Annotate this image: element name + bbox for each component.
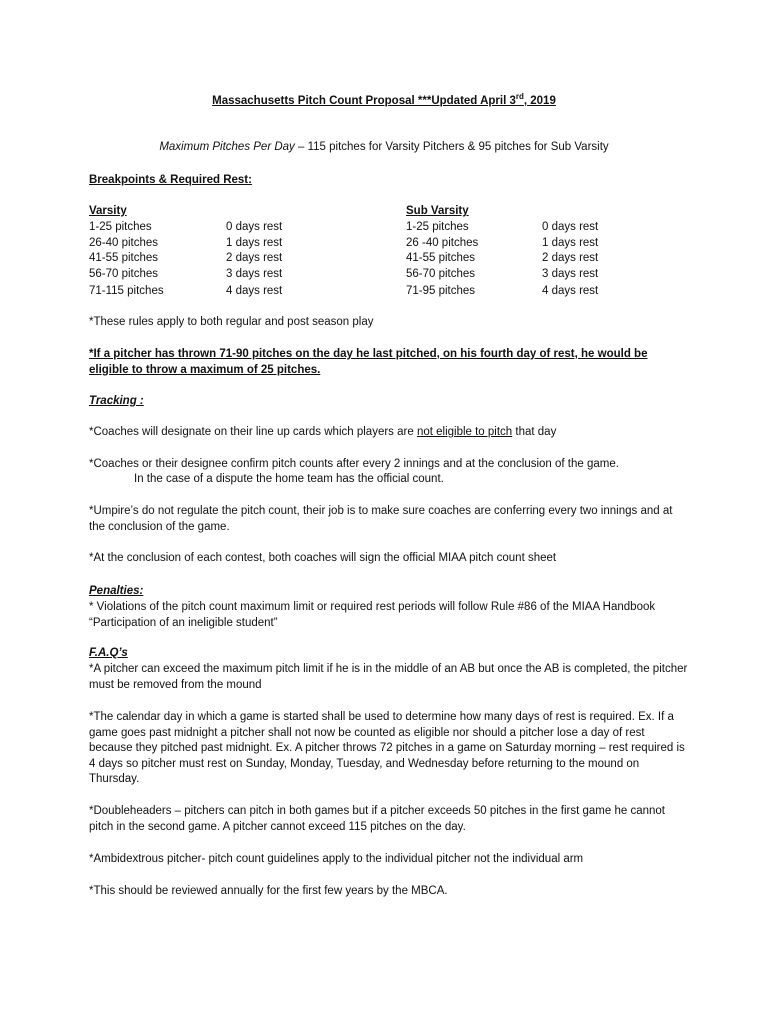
sub-varsity-rest: 3 days rest [542, 268, 599, 280]
varsity-rest: 2 days rest [226, 252, 283, 264]
max-pitches-label: Maximum Pitches Per Day [159, 141, 295, 153]
tracking-item-1 [89, 425, 556, 441]
title-year: , 2019 [523, 95, 556, 107]
breakpoints-heading: Breakpoints & Required Rest: [89, 174, 252, 186]
sub-varsity-rest: 2 days rest [542, 252, 599, 264]
varsity-pitches: 1-25 pitches [89, 221, 152, 233]
varsity-row [89, 220, 152, 236]
varsity-pitches: 71-115 pitches [89, 285, 164, 297]
faq-item: *Ambidextrous pitcher- pitch count guidelines apply to the individual pitcher not the individual arm [89, 853, 584, 865]
special-rule: *If a pitcher has thrown 71-90 pitches on the day he last pitched, on his fourth day of rest, he would be eligible to throw a maximum of 25 pitches. [89, 348, 648, 376]
penalties-text: * Violations of the pitch count maximum limit or required rest periods will follow Rule #86 of the MIAA Handbook “Participation of an ineligible student” [89, 601, 656, 629]
sub-varsity-pitches: 26 -40 pitches [406, 237, 479, 249]
tracking-item-2-indent: In the case of a dispute the home team has the official count. [134, 473, 444, 485]
sub-varsity-pitches: 1-25 pitches [406, 221, 469, 233]
max-pitches-line [0, 140, 768, 156]
title-superscript: rd [515, 92, 524, 102]
sub-varsity-heading: Sub Varsity [406, 205, 469, 217]
tracking-item-3: *Umpire’s do not regulate the pitch count, their job is to make sure coaches are conferring every two innings and at the conclusion of the game. [89, 505, 673, 533]
faq-item: *A pitcher can exceed the maximum pitch limit if he is in the middle of an AB but once the AB is completed, the pitcher must be removed from the mound [89, 663, 688, 691]
not-eligible-phrase: not eligible to pitch [416, 426, 513, 438]
title-text: Massachusetts Pitch Count Proposal ***Updated April 3 [212, 95, 516, 107]
varsity-pitches: 41-55 pitches [89, 252, 159, 264]
varsity-pitches: 26-40 pitches [89, 237, 159, 249]
varsity-heading: Varsity [89, 205, 127, 217]
max-pitches-text: – 115 pitches for Varsity Pitchers & 95 pitches for Sub Varsity [294, 141, 609, 153]
tracking-item-2: *Coaches or their designee confirm pitch counts after every 2 innings and at the conclusion of the game. [89, 458, 619, 470]
tracking-heading: Tracking : [89, 395, 144, 407]
tracking-item-1-suffix: that day [512, 426, 557, 438]
varsity-rest: 3 days rest [226, 268, 283, 280]
faq-item: *This should be reviewed annually for the first few years by the MBCA. [89, 885, 448, 897]
sub-varsity-rest: 0 days rest [542, 221, 599, 233]
faq-item: *Doubleheaders – pitchers can pitch in both games but if a pitcher exceeds 50 pitches in the first game he cannot pitch in the second game. A pitcher cannot exceed 115 pitches on the day. [89, 805, 665, 833]
sub-varsity-rest: 4 days rest [542, 285, 599, 297]
varsity-rest: 0 days rest [226, 221, 283, 233]
sub-varsity-pitches: 56-70 pitches [406, 268, 476, 280]
tracking-item-4: *At the conclusion of each contest, both coaches will sign the official MIAA pitch count sheet [89, 552, 557, 564]
document-title [0, 94, 768, 110]
varsity-rest: 4 days rest [226, 285, 283, 297]
varsity-pitches: 56-70 pitches [89, 268, 159, 280]
faq-heading: F.A.Q’s [89, 647, 128, 659]
varsity-rest: 1 days rest [226, 237, 283, 249]
faq-item: *The calendar day in which a game is started shall be used to determine how many days of rest is required. Ex. If a game goes past midnight a pitcher shall not now be counted as eligible nor should a pitcher lose a day of rest because they pitched past midnight. Ex. A pitcher throws 72 pitches in a game on Saturday morning – rest required is 4 days so pitcher must rest on Sunday, Monday, Tuesday, and Wednesday before returning to the mound on Thursday. [89, 711, 685, 785]
rules-note: *These rules apply to both regular and post season play [89, 316, 374, 328]
sub-varsity-pitches: 71-95 pitches [406, 285, 476, 297]
sub-varsity-rest: 1 days rest [542, 237, 599, 249]
tracking-item-1-text: *Coaches will designate on their line up cards which players are [89, 426, 417, 438]
sub-varsity-pitches: 41-55 pitches [406, 252, 476, 264]
penalties-heading: Penalties: [89, 585, 144, 597]
